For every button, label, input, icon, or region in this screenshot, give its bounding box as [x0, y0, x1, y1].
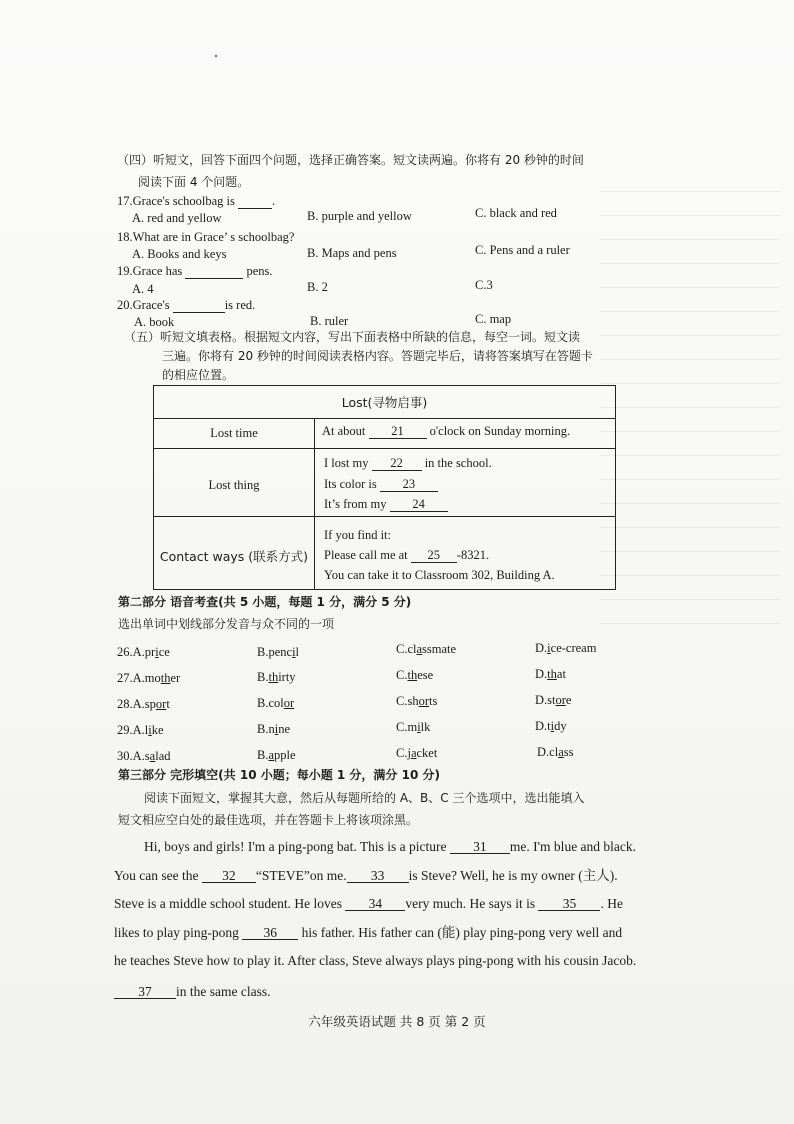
phonetic-28c	[396, 694, 437, 709]
word-part: B.col	[257, 696, 284, 710]
passage-text: “STEVE”on me.	[255, 868, 347, 883]
phonetic-30d	[537, 745, 573, 760]
passage-text: Steve is a middle school student. He loves	[114, 896, 342, 911]
word-part: at	[556, 667, 566, 681]
table-header: Lost(寻物启事)	[341, 395, 428, 410]
passage-text: is Steve? Well, he is my owner (主人).	[408, 868, 618, 883]
passage-text: in the same class.	[176, 984, 271, 999]
word-part: lad	[155, 749, 171, 763]
question-17	[117, 194, 275, 209]
question-18: 18.What are in Grace’ s schoolbag?	[117, 230, 295, 244]
word-part: C.	[396, 668, 408, 682]
underlined-letters: th	[160, 671, 171, 685]
word-part: D.st	[535, 693, 556, 707]
answer-blank-22: 22	[372, 457, 422, 471]
phonetic-26a	[117, 645, 170, 660]
bleed-through-text	[600, 175, 780, 625]
underlined-letters: th	[547, 667, 557, 681]
word-part: ssmate	[422, 642, 457, 656]
underlined-letters: i	[274, 722, 279, 736]
question-20-stem-end: is red.	[224, 298, 256, 312]
speck	[215, 55, 217, 57]
lost-thing-label: Lost thing	[208, 478, 260, 492]
table-divider	[314, 418, 315, 589]
phonetic-28d	[535, 693, 571, 708]
word-part: 26.A.pr	[117, 645, 156, 659]
lost-thing-post: in the school.	[424, 456, 492, 470]
word-part: C.sh	[396, 694, 419, 708]
phonetic-27c	[396, 668, 433, 683]
call-post: -8321.	[456, 548, 490, 562]
question-19	[117, 264, 273, 279]
table-divider	[154, 418, 615, 419]
lost-thing-pre: I lost my	[324, 456, 369, 470]
question-19-stem: 19.Grace has	[117, 264, 183, 278]
word-part: D.cl	[537, 745, 559, 759]
word-part: 30.A.s	[117, 749, 150, 763]
table-divider	[154, 448, 615, 449]
phonetic-27a	[117, 671, 180, 686]
passage-text: his father. His father can (能) play ping-pong very well and	[301, 925, 623, 940]
lost-notice-table	[153, 385, 616, 590]
underlined-letters: i	[547, 641, 551, 655]
option-17b: B. purple and yellow	[307, 209, 412, 223]
option-17c: C. black and red	[475, 206, 557, 220]
word-part: ce-cream	[550, 641, 597, 655]
passage-text: me. I'm blue and black.	[509, 839, 637, 854]
word-part: ce	[158, 645, 170, 659]
question-19-stem-end: pens.	[246, 264, 273, 278]
word-part: 28.A.sp	[117, 697, 156, 711]
cloze-blank-31: 31	[450, 840, 510, 854]
answer-blank-25: 25	[411, 549, 457, 563]
color-pre: Its color is	[324, 477, 377, 491]
contact-line3: You can take it to Classroom 302, Building A.	[324, 568, 555, 582]
passage-line-6	[114, 983, 270, 1000]
phonetic-30c	[396, 746, 437, 761]
lost-time-pre: At about	[322, 424, 366, 438]
phonetic-26d	[535, 641, 596, 656]
answer-blank	[173, 299, 225, 313]
from-pre: It’s from my	[324, 497, 387, 511]
word-part: ese	[417, 668, 434, 682]
word-part: pple	[274, 748, 296, 762]
question-20-stem: 20.Grace's	[117, 298, 170, 312]
lost-time-label: Lost time	[210, 426, 258, 440]
contact-line2	[324, 548, 489, 563]
table-divider	[154, 516, 615, 517]
word-part: cket	[416, 746, 438, 760]
option-19b: B. 2	[307, 280, 328, 294]
word-part: B.penc	[257, 645, 293, 659]
phonetic-29a	[117, 723, 164, 738]
phonetic-28a	[117, 697, 170, 712]
phonetic-27d	[535, 667, 566, 682]
section4-title-cont: 阅读下面 4 个问题。	[138, 175, 250, 189]
call-pre: Please call me at	[324, 548, 408, 562]
answer-blank-23: 23	[380, 478, 438, 492]
answer-blank-21: 21	[369, 425, 427, 439]
word-part: er	[170, 671, 181, 685]
passage-line-1	[144, 838, 636, 855]
underlined-letters: a	[410, 746, 417, 760]
option-20a: A. book	[134, 315, 175, 329]
part2-instruction: 选出单词中划线部分发音与众不同的一项	[118, 617, 335, 631]
word-part: C.m	[396, 720, 418, 734]
word-part: ke	[151, 723, 164, 737]
answer-blank	[238, 195, 272, 209]
underlined-letters: i	[292, 645, 296, 659]
passage-line-4	[114, 924, 622, 941]
cloze-blank-32: 32	[202, 869, 256, 883]
part3-instruction: 阅读下面短文，掌握其大意，然后从每题所给的 A、B、C 三个选项中，选出能填入	[144, 791, 585, 805]
passage-text: You can see the	[114, 868, 199, 883]
word-part: B.	[257, 670, 269, 684]
option-19c: C.3	[475, 278, 493, 292]
word-part: C.j	[396, 746, 411, 760]
phonetic-26b	[257, 645, 299, 660]
lost-time-value	[322, 424, 570, 439]
lost-time-post: o'clock on Sunday morning.	[429, 424, 571, 438]
section5-title: （五）听短文填表格。根据短文内容，写出下面表格中所缺的信息，每空一词。短文读	[124, 330, 581, 344]
question-17-stem: 17.Grace's schoolbag is	[117, 194, 235, 208]
phonetic-28b	[257, 696, 294, 711]
word-part: 27.A.mo	[117, 671, 161, 685]
underlined-letters: or	[418, 694, 429, 708]
word-part: ss	[563, 745, 574, 759]
lost-thing-line1	[324, 456, 492, 471]
cloze-blank-35: 35	[538, 897, 600, 911]
answer-blank	[185, 265, 243, 279]
underlined-letters: or	[155, 697, 167, 711]
word-part: B.	[257, 748, 269, 762]
word-part: C.cl	[396, 642, 417, 656]
phonetic-29d	[535, 719, 567, 734]
lost-thing-line3	[324, 497, 448, 512]
underlined-letters: a	[558, 745, 564, 759]
lost-thing-line2	[324, 477, 438, 492]
option-18c: C. Pens and a ruler	[475, 243, 570, 257]
part3-title: 第三部分 完形填空(共 10 小题；每小题 1 分，满分 10 分)	[118, 768, 440, 782]
section5-title-end: 的相应位置。	[162, 368, 235, 382]
cloze-blank-34: 34	[345, 897, 405, 911]
underlined-letters: or	[555, 693, 566, 707]
contact-line1: If you find it:	[324, 528, 392, 542]
underlined-letters: i	[417, 720, 421, 734]
underlined-letters: i	[550, 719, 555, 733]
passage-text: likes to play ping-pong	[114, 925, 239, 940]
phonetic-26c	[396, 642, 456, 657]
option-17a: A. red and yellow	[132, 211, 222, 225]
phonetic-30b	[257, 748, 296, 763]
question-17-stem-end: .	[271, 194, 276, 208]
cloze-blank-36: 36	[242, 926, 298, 940]
passage-line-5: he teaches Steve how to play it. After class, Steve always plays ping-pong with his cousin Jacob.	[114, 953, 637, 968]
word-part: lk	[420, 720, 431, 734]
word-part: ts	[429, 694, 438, 708]
underlined-letters: a	[268, 748, 275, 762]
word-part: D.	[535, 641, 548, 655]
underlined-letters: a	[416, 642, 423, 656]
contact-ways-label: Contact ways (联系方式)	[159, 549, 309, 564]
word-part: dy	[554, 719, 567, 733]
underlined-letters: th	[407, 668, 418, 682]
underlined-letters: i	[148, 723, 152, 737]
option-20b: B. ruler	[310, 314, 349, 328]
underlined-letters: th	[268, 670, 279, 684]
phonetic-29c	[396, 720, 430, 735]
option-19a: A. 4	[132, 282, 154, 296]
word-part: l	[295, 645, 300, 659]
word-part: 29.A.l	[117, 723, 149, 737]
passage-line-3	[114, 895, 623, 912]
phonetic-30a	[117, 749, 171, 764]
word-part: B.n	[257, 722, 275, 736]
part2-title: 第二部分 语音考查(共 5 小题，每题 1 分，满分 5 分)	[118, 595, 412, 609]
passage-text: . He	[600, 896, 623, 911]
option-20c: C. map	[475, 312, 512, 326]
section5-title-cont: 三遍。你将有 20 秒钟的时间阅读表格内容。答题完毕后，请将答案填写在答题卡	[162, 349, 593, 363]
underlined-letters: a	[149, 749, 156, 763]
word-part: e	[565, 693, 572, 707]
phonetic-29b	[257, 722, 290, 737]
cloze-blank-37: 37	[114, 985, 176, 999]
underlined-letters: or	[283, 696, 295, 710]
word-part: D.	[535, 667, 548, 681]
phonetic-27b	[257, 670, 296, 685]
question-20	[117, 298, 255, 313]
passage-text: very much. He says it is	[405, 896, 536, 911]
underlined-letters: i	[155, 645, 159, 659]
option-18b: B. Maps and pens	[307, 246, 397, 260]
answer-blank-24: 24	[390, 498, 448, 512]
cloze-blank-33: 33	[347, 869, 409, 883]
word-part: t	[166, 697, 170, 711]
passage-text: Hi, boys and girls! I'm a ping-pong bat. This is a picture	[144, 839, 447, 854]
passage-line-2	[114, 867, 618, 884]
page-footer: 六年级英语试题 共 8 页 第 2 页	[308, 1014, 486, 1029]
part3-instruction-cont: 短文相应空白处的最佳选项，并在答题卡上将该项涂黑。	[118, 813, 419, 827]
word-part: ne	[278, 722, 291, 736]
option-18a: A. Books and keys	[132, 247, 227, 261]
word-part: irty	[278, 670, 296, 684]
section4-title: （四）听短文，回答下面四个问题，选择正确答案。短文读两遍。你将有 20 秒钟的时间	[117, 153, 584, 167]
word-part: D.t	[535, 719, 551, 733]
